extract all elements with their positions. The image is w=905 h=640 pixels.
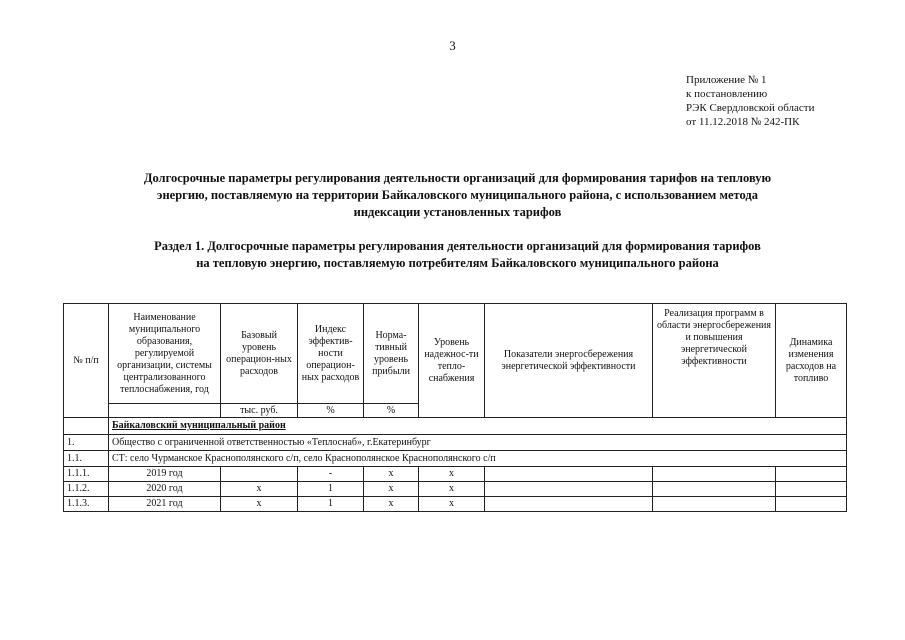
row-fuel xyxy=(776,482,847,497)
header-energy: Показатели энергосбережения энергетической эффективности xyxy=(485,304,653,418)
row-num: 1.1.2. xyxy=(64,482,109,497)
appendix-line: от 11.12.2018 № 242-ПК xyxy=(686,116,800,128)
header-num: № п/п xyxy=(64,304,109,418)
header-programs: Реализация программ в области энергосбережения и повышения энергетической эффективности xyxy=(653,304,776,418)
row-year: 2021 год xyxy=(109,497,221,512)
org-num: 1. xyxy=(64,435,109,451)
page-number: 3 xyxy=(449,38,456,53)
header-index: Индекс эффектив-ности операцион-ных расходов xyxy=(298,304,364,404)
org-row xyxy=(64,435,847,451)
row-reliability: х xyxy=(419,497,485,512)
units-norm: % xyxy=(364,404,419,418)
row-num: 1.1.3. xyxy=(64,497,109,512)
system-name: СТ: село Чурманское Краснополянского с/п, село Краснополянское Краснополянского с/п xyxy=(109,451,847,467)
section-line: на тепловую энергию, поставляемую потребителям Байкаловского муниципального района xyxy=(196,256,719,270)
row-base: х xyxy=(221,497,298,512)
row-energy xyxy=(485,497,653,512)
row-base xyxy=(221,467,298,482)
region-name: Байкаловский муниципальный район xyxy=(109,418,847,435)
row-reliability: х xyxy=(419,482,485,497)
section-line: Раздел 1. Долгосрочные параметры регулирования деятельности организаций для формирования тарифов xyxy=(154,239,761,253)
document-title xyxy=(40,170,875,221)
appendix-note xyxy=(686,73,814,129)
region-num xyxy=(64,418,109,435)
row-programs xyxy=(653,497,776,512)
units-name-empty xyxy=(109,404,221,418)
header-norm: Норма-тивный уровень прибыли xyxy=(364,304,419,404)
row-programs xyxy=(653,482,776,497)
section-heading xyxy=(40,238,875,272)
header-fuel: Динамика изменения расходов на топливо xyxy=(776,304,847,418)
appendix-line: к постановлению xyxy=(686,88,768,100)
appendix-line: РЭК Свердловской области xyxy=(686,102,815,114)
header-base: Базовый уровень операцион-ных расходов xyxy=(221,304,298,404)
row-energy xyxy=(485,482,653,497)
row-norm: х xyxy=(364,482,419,497)
row-norm: х xyxy=(364,467,419,482)
org-name: Общество с ограниченной ответственностью «Теплоснаб», г.Екатеринбург xyxy=(109,435,847,451)
header-reliability: Уровень надежнос-ти тепло-снабжения xyxy=(419,304,485,418)
system-row xyxy=(64,451,847,467)
region-row xyxy=(64,418,847,435)
row-num: 1.1.1. xyxy=(64,467,109,482)
row-fuel xyxy=(776,467,847,482)
appendix-line: Приложение № 1 xyxy=(686,74,767,86)
header-row xyxy=(64,304,847,404)
year-row xyxy=(64,482,847,497)
row-index: 1 xyxy=(298,497,364,512)
units-index: % xyxy=(298,404,364,418)
title-line: энергию, поставляемую на территории Байкаловского муниципального района, с использованием метода xyxy=(157,188,758,202)
row-reliability: х xyxy=(419,467,485,482)
row-index: - xyxy=(298,467,364,482)
parameters-table xyxy=(63,303,847,512)
units-base: тыс. руб. xyxy=(221,404,298,418)
row-base: х xyxy=(221,482,298,497)
row-year: 2019 год xyxy=(109,467,221,482)
system-num: 1.1. xyxy=(64,451,109,467)
year-row xyxy=(64,467,847,482)
title-line: Долгосрочные параметры регулирования деятельности организаций для формирования тарифов на тепловую xyxy=(143,171,772,185)
row-energy xyxy=(485,467,653,482)
title-line: индексации установленных тарифов xyxy=(353,205,562,219)
row-fuel xyxy=(776,497,847,512)
row-index: 1 xyxy=(298,482,364,497)
year-row xyxy=(64,497,847,512)
header-name: Наименование муниципального образования, регулируемой организации, системы централизованного теплоснабжения, год xyxy=(109,304,221,404)
row-norm: х xyxy=(364,497,419,512)
row-programs xyxy=(653,467,776,482)
row-year: 2020 год xyxy=(109,482,221,497)
